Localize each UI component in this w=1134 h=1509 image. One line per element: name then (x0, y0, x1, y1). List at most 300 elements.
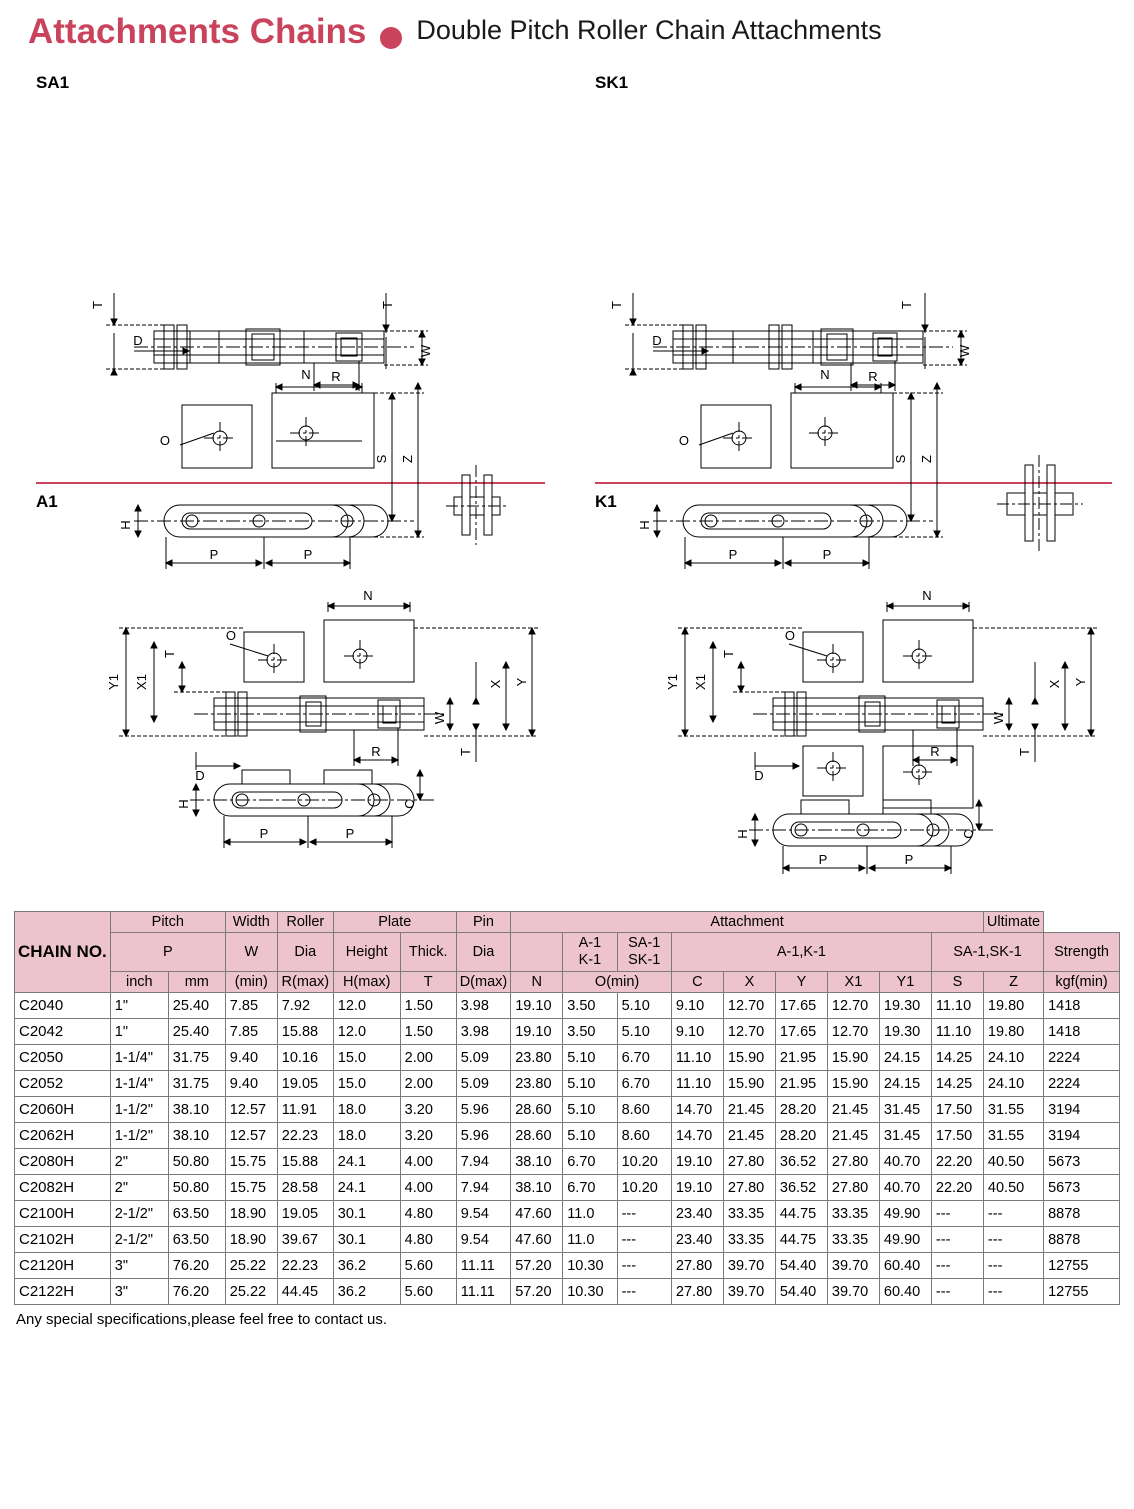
cell-t: 1.50 (400, 993, 456, 1019)
cell-z: --- (983, 1279, 1043, 1305)
bullet-dot-icon (380, 27, 402, 49)
cell-z: 24.10 (983, 1071, 1043, 1097)
cell-o_a1k1: 5.10 (563, 1071, 617, 1097)
cell-y1: 24.15 (879, 1071, 931, 1097)
cell-t: 4.80 (400, 1201, 456, 1227)
cell-x: 15.90 (723, 1045, 775, 1071)
cell-chain: C2042 (15, 1019, 111, 1045)
cell-inch: 2" (110, 1175, 168, 1201)
th-w-min: (min) (225, 971, 277, 993)
svg-text:T: T (458, 747, 473, 756)
cell-d: 11.11 (456, 1279, 511, 1305)
cell-n: 19.10 (511, 1019, 563, 1045)
cell-o_sa1sk1: --- (617, 1279, 671, 1305)
cell-d: 5.09 (456, 1071, 511, 1097)
cell-c: 14.70 (671, 1123, 723, 1149)
svg-text:T: T (721, 649, 736, 658)
th-inch: inch (110, 971, 168, 993)
cell-w: 25.22 (225, 1253, 277, 1279)
cell-o_a1k1: 6.70 (563, 1149, 617, 1175)
svg-text:H: H (735, 829, 750, 839)
svg-text:T: T (899, 300, 914, 309)
cell-x: 33.35 (723, 1201, 775, 1227)
th-roller: Roller (277, 911, 333, 933)
th-r-max: R(max) (277, 971, 333, 993)
svg-text:W: W (432, 711, 447, 724)
cell-y: 36.52 (775, 1175, 827, 1201)
cell-d: 3.98 (456, 993, 511, 1019)
cell-x1: 12.70 (827, 1019, 879, 1045)
cell-s: --- (931, 1279, 983, 1305)
cell-strength: 3194 (1044, 1097, 1120, 1123)
cell-h: 24.1 (333, 1149, 400, 1175)
cell-y1: 60.40 (879, 1253, 931, 1279)
cell-r: 19.05 (277, 1071, 333, 1097)
cell-r: 39.67 (277, 1227, 333, 1253)
cell-z: 40.50 (983, 1149, 1043, 1175)
cell-n: 19.10 (511, 993, 563, 1019)
cell-y: 44.75 (775, 1227, 827, 1253)
cell-x: 12.70 (723, 1019, 775, 1045)
cell-y1: 31.45 (879, 1123, 931, 1149)
cell-r: 28.58 (277, 1175, 333, 1201)
table-row (15, 1279, 1120, 1305)
cell-chain: C2062H (15, 1123, 111, 1149)
svg-text:Y: Y (1073, 677, 1088, 687)
cell-d: 7.94 (456, 1149, 511, 1175)
cell-w: 12.57 (225, 1123, 277, 1149)
cell-c: 9.10 (671, 993, 723, 1019)
cell-z: --- (983, 1253, 1043, 1279)
th-plate-height: Height (333, 933, 400, 971)
cell-chain: C2060H (15, 1097, 111, 1123)
cell-y: 17.65 (775, 993, 827, 1019)
th-c: C (671, 971, 723, 993)
column-gap (561, 65, 573, 484)
specifications-table (14, 911, 1120, 1306)
cell-strength: 1418 (1044, 993, 1120, 1019)
cell-z: 40.50 (983, 1175, 1043, 1201)
svg-text:R: R (930, 743, 940, 759)
cell-x: 21.45 (723, 1097, 775, 1123)
svg-text:R: R (371, 743, 381, 759)
cell-mm: 50.80 (168, 1149, 225, 1175)
cell-w: 15.75 (225, 1175, 277, 1201)
svg-text:O: O (159, 432, 170, 448)
svg-text:X: X (1047, 679, 1062, 689)
svg-text:R: R (868, 368, 878, 384)
table-row (15, 1045, 1120, 1071)
cell-t: 1.50 (400, 1019, 456, 1045)
cell-x1: 27.80 (827, 1149, 879, 1175)
cell-s: --- (931, 1227, 983, 1253)
table-body (15, 993, 1120, 1305)
cell-d: 3.98 (456, 1019, 511, 1045)
column-gap-2 (561, 484, 573, 897)
cell-n: 23.80 (511, 1071, 563, 1097)
cell-h: 36.2 (333, 1279, 400, 1305)
figure-panel-k1 (573, 484, 1120, 897)
cell-h: 30.1 (333, 1201, 400, 1227)
cell-d: 5.96 (456, 1123, 511, 1149)
svg-text:C: C (402, 799, 417, 809)
cell-d: 7.94 (456, 1175, 511, 1201)
cell-y1: 60.40 (879, 1279, 931, 1305)
cell-w: 7.85 (225, 1019, 277, 1045)
cell-o_sa1sk1: 6.70 (617, 1071, 671, 1097)
cell-mm: 76.20 (168, 1253, 225, 1279)
cell-strength: 8878 (1044, 1227, 1120, 1253)
figure-row-top (14, 65, 1120, 562)
cell-y: 54.40 (775, 1279, 827, 1305)
cell-r: 22.23 (277, 1123, 333, 1149)
cell-x1: 15.90 (827, 1071, 879, 1097)
cell-x1: 15.90 (827, 1045, 879, 1071)
svg-text:D: D (195, 767, 205, 783)
cell-o_sa1sk1: --- (617, 1201, 671, 1227)
cell-n: 23.80 (511, 1045, 563, 1071)
figures-section (14, 65, 1120, 897)
cell-x: 33.35 (723, 1227, 775, 1253)
cell-x1: 21.45 (827, 1123, 879, 1149)
cell-z: --- (983, 1227, 1043, 1253)
cell-strength: 1418 (1044, 1019, 1120, 1045)
th-w: W (225, 933, 277, 971)
svg-text:P: P (259, 825, 269, 841)
cell-w: 9.40 (225, 1045, 277, 1071)
cell-w: 18.90 (225, 1201, 277, 1227)
cell-s: 22.20 (931, 1149, 983, 1175)
table-row (15, 1201, 1120, 1227)
cell-c: 23.40 (671, 1201, 723, 1227)
cell-o_sa1sk1: 10.20 (617, 1149, 671, 1175)
th-plate-thick: Thick. (400, 933, 456, 971)
cell-x: 21.45 (723, 1123, 775, 1149)
cell-x: 39.70 (723, 1279, 775, 1305)
th-d-max: D(max) (456, 971, 511, 993)
cell-chain: C2082H (15, 1175, 111, 1201)
th-chain-no: CHAIN NO. (15, 911, 111, 993)
cell-y: 21.95 (775, 1045, 827, 1071)
cell-z: 31.55 (983, 1123, 1043, 1149)
cell-y1: 19.30 (879, 993, 931, 1019)
cell-o_sa1sk1: 10.20 (617, 1175, 671, 1201)
cell-s: 14.25 (931, 1045, 983, 1071)
cell-n: 57.20 (511, 1279, 563, 1305)
cell-n: 28.60 (511, 1097, 563, 1123)
cell-strength: 3194 (1044, 1123, 1120, 1149)
cell-inch: 1-1/4" (110, 1071, 168, 1097)
cell-y1: 31.45 (879, 1097, 931, 1123)
cell-s: 17.50 (931, 1097, 983, 1123)
cell-x: 15.90 (723, 1071, 775, 1097)
cell-t: 2.00 (400, 1045, 456, 1071)
page-subtitle: Double Pitch Roller Chain Attachments (416, 15, 882, 45)
cell-h: 12.0 (333, 1019, 400, 1045)
th-width: Width (225, 911, 277, 933)
cell-strength: 5673 (1044, 1149, 1120, 1175)
cell-n: 57.20 (511, 1253, 563, 1279)
th-pin-dia: Dia (456, 933, 511, 971)
svg-text:P: P (818, 851, 828, 867)
cell-w: 7.85 (225, 993, 277, 1019)
cell-x: 12.70 (723, 993, 775, 1019)
svg-text:C: C (961, 829, 976, 839)
cell-y: 36.52 (775, 1149, 827, 1175)
table-head (15, 911, 1120, 993)
cell-h: 18.0 (333, 1123, 400, 1149)
figure-drawing-a1 (14, 512, 553, 897)
cell-o_a1k1: 5.10 (563, 1045, 617, 1071)
svg-text:T: T (162, 649, 177, 658)
cell-t: 4.00 (400, 1175, 456, 1201)
figure-panel-a1 (14, 484, 561, 897)
svg-text:Z: Z (400, 454, 415, 463)
table-header-row-3 (15, 971, 1120, 993)
svg-text:Y: Y (514, 677, 529, 687)
table-row (15, 1149, 1120, 1175)
th-pin: Pin (456, 911, 511, 933)
th-y1: Y1 (879, 971, 931, 993)
cell-x1: 12.70 (827, 993, 879, 1019)
cell-o_a1k1: 6.70 (563, 1175, 617, 1201)
figure-label-a1: A1 (36, 491, 58, 511)
cell-chain: C2080H (15, 1149, 111, 1175)
cell-s: 14.25 (931, 1071, 983, 1097)
cell-d: 9.54 (456, 1227, 511, 1253)
page-header (14, 0, 1120, 51)
cell-w: 9.40 (225, 1071, 277, 1097)
svg-text:P: P (728, 546, 738, 562)
cell-strength: 8878 (1044, 1201, 1120, 1227)
th-group-sa1sk1: SA-1,SK-1 (931, 933, 1043, 971)
table-header-row-2 (15, 933, 1120, 971)
cell-c: 23.40 (671, 1227, 723, 1253)
cell-o_sa1sk1: 5.10 (617, 1019, 671, 1045)
cell-w: 25.22 (225, 1279, 277, 1305)
table-header-row-1 (15, 911, 1120, 933)
cell-chain: C2100H (15, 1201, 111, 1227)
svg-text:T: T (380, 300, 395, 309)
cell-mm: 25.40 (168, 1019, 225, 1045)
cell-x1: 21.45 (827, 1097, 879, 1123)
cell-y1: 40.70 (879, 1149, 931, 1175)
cell-n: 47.60 (511, 1227, 563, 1253)
cell-x1: 27.80 (827, 1175, 879, 1201)
cell-inch: 2-1/2" (110, 1227, 168, 1253)
th-attachment: Attachment (511, 911, 984, 933)
cell-w: 12.57 (225, 1097, 277, 1123)
svg-text:P: P (345, 825, 355, 841)
svg-text:P: P (822, 546, 832, 562)
svg-text:H: H (176, 799, 191, 809)
cell-chain: C2050 (15, 1045, 111, 1071)
cell-w: 18.90 (225, 1227, 277, 1253)
cell-h: 18.0 (333, 1097, 400, 1123)
cell-mm: 31.75 (168, 1071, 225, 1097)
cell-mm: 25.40 (168, 993, 225, 1019)
svg-text:D: D (754, 767, 764, 783)
th-ultimate: Ultimate (983, 911, 1043, 933)
th-h-max: H(max) (333, 971, 400, 993)
th-x: X (723, 971, 775, 993)
table-row (15, 1019, 1120, 1045)
svg-text:Z: Z (919, 454, 934, 463)
cell-h: 12.0 (333, 993, 400, 1019)
svg-text:O: O (225, 627, 236, 643)
cell-s: 11.10 (931, 993, 983, 1019)
cell-n: 28.60 (511, 1123, 563, 1149)
cell-s: 11.10 (931, 1019, 983, 1045)
cell-o_sa1sk1: --- (617, 1227, 671, 1253)
cell-z: 19.80 (983, 993, 1043, 1019)
cell-strength: 12755 (1044, 1253, 1120, 1279)
figure-row-bottom (14, 484, 1120, 897)
cell-s: --- (931, 1201, 983, 1227)
svg-text:O: O (784, 627, 795, 643)
cell-mm: 38.10 (168, 1097, 225, 1123)
th-n-blank (511, 933, 563, 971)
table-row (15, 1071, 1120, 1097)
cell-y1: 49.90 (879, 1201, 931, 1227)
cell-y1: 40.70 (879, 1175, 931, 1201)
cell-x1: 39.70 (827, 1279, 879, 1305)
th-o-sa1sk1: SA-1 SK-1 (617, 933, 671, 971)
table-row (15, 1253, 1120, 1279)
th-o-a1k1: A-1 K-1 (563, 933, 617, 971)
cell-chain: C2040 (15, 993, 111, 1019)
cell-s: 22.20 (931, 1175, 983, 1201)
cell-c: 27.80 (671, 1279, 723, 1305)
figure-label-sk1: SK1 (595, 72, 629, 92)
cell-r: 7.92 (277, 993, 333, 1019)
cell-o_sa1sk1: 6.70 (617, 1045, 671, 1071)
cell-inch: 1" (110, 993, 168, 1019)
cell-o_a1k1: 5.10 (563, 1097, 617, 1123)
cell-o_sa1sk1: 8.60 (617, 1123, 671, 1149)
svg-text:H: H (637, 520, 652, 530)
cell-y1: 19.30 (879, 1019, 931, 1045)
cell-c: 19.10 (671, 1149, 723, 1175)
cell-n: 38.10 (511, 1175, 563, 1201)
table-row (15, 1227, 1120, 1253)
cell-mm: 76.20 (168, 1279, 225, 1305)
cell-chain: C2120H (15, 1253, 111, 1279)
th-strength: Strength (1044, 933, 1120, 971)
cell-h: 15.0 (333, 1071, 400, 1097)
svg-text:W: W (991, 711, 1006, 724)
cell-inch: 1-1/2" (110, 1123, 168, 1149)
th-group-a1k1: A-1,K-1 (671, 933, 931, 971)
cell-x: 39.70 (723, 1253, 775, 1279)
page-title: Attachments Chains (28, 12, 367, 51)
cell-z: --- (983, 1201, 1043, 1227)
cell-t: 2.00 (400, 1071, 456, 1097)
svg-text:N: N (820, 366, 830, 382)
cell-n: 47.60 (511, 1201, 563, 1227)
cell-inch: 2" (110, 1149, 168, 1175)
th-roller-dia: Dia (277, 933, 333, 971)
footer-note: Any special specifications,please feel free to contact us. (16, 1311, 388, 1329)
cell-inch: 1" (110, 1019, 168, 1045)
cell-strength: 2224 (1044, 1071, 1120, 1097)
cell-x1: 39.70 (827, 1253, 879, 1279)
svg-text:P: P (904, 851, 914, 867)
cell-z: 24.10 (983, 1045, 1043, 1071)
th-o-min: O(min) (563, 971, 672, 993)
cell-r: 11.91 (277, 1097, 333, 1123)
cell-inch: 2-1/2" (110, 1201, 168, 1227)
cell-c: 19.10 (671, 1175, 723, 1201)
svg-text:P: P (209, 546, 219, 562)
svg-text:T: T (1017, 747, 1032, 756)
cell-strength: 12755 (1044, 1279, 1120, 1305)
cell-chain: C2052 (15, 1071, 111, 1097)
th-mm: mm (168, 971, 225, 993)
cell-z: 31.55 (983, 1097, 1043, 1123)
cell-d: 5.96 (456, 1097, 511, 1123)
svg-text:X1: X1 (693, 673, 708, 690)
cell-y: 28.20 (775, 1123, 827, 1149)
svg-text:T: T (90, 300, 105, 309)
cell-t: 3.20 (400, 1123, 456, 1149)
cell-w: 15.75 (225, 1149, 277, 1175)
figure-panel-sa1 (14, 65, 561, 562)
svg-text:T: T (609, 300, 624, 309)
table-row (15, 1175, 1120, 1201)
cell-inch: 1-1/2" (110, 1097, 168, 1123)
svg-text:S: S (893, 454, 908, 464)
a1-drawing-svg (14, 512, 561, 882)
table-row (15, 1097, 1120, 1123)
table-row (15, 993, 1120, 1019)
cell-mm: 38.10 (168, 1123, 225, 1149)
svg-text:N: N (922, 587, 932, 603)
cell-c: 11.10 (671, 1045, 723, 1071)
cell-o_sa1sk1: 8.60 (617, 1097, 671, 1123)
cell-chain: C2122H (15, 1279, 111, 1305)
svg-text:W: W (957, 344, 972, 357)
th-t: T (400, 971, 456, 993)
cell-chain: C2102H (15, 1227, 111, 1253)
cell-strength: 2224 (1044, 1045, 1120, 1071)
svg-text:P: P (303, 546, 313, 562)
cell-inch: 3" (110, 1253, 168, 1279)
th-x1: X1 (827, 971, 879, 993)
cell-inch: 3" (110, 1279, 168, 1305)
cell-o_sa1sk1: --- (617, 1253, 671, 1279)
cell-y: 54.40 (775, 1253, 827, 1279)
cell-t: 5.60 (400, 1279, 456, 1305)
th-z: Z (983, 971, 1043, 993)
cell-r: 19.05 (277, 1201, 333, 1227)
th-y: Y (775, 971, 827, 993)
cell-mm: 63.50 (168, 1227, 225, 1253)
svg-text:W: W (418, 344, 433, 357)
cell-y: 21.95 (775, 1071, 827, 1097)
cell-o_sa1sk1: 5.10 (617, 993, 671, 1019)
cell-x1: 33.35 (827, 1227, 879, 1253)
cell-r: 15.88 (277, 1019, 333, 1045)
cell-h: 36.2 (333, 1253, 400, 1279)
cell-s: --- (931, 1253, 983, 1279)
cell-s: 17.50 (931, 1123, 983, 1149)
th-plate: Plate (333, 911, 456, 933)
svg-text:D: D (652, 332, 662, 348)
cell-r: 44.45 (277, 1279, 333, 1305)
cell-d: 11.11 (456, 1253, 511, 1279)
cell-x: 27.80 (723, 1175, 775, 1201)
